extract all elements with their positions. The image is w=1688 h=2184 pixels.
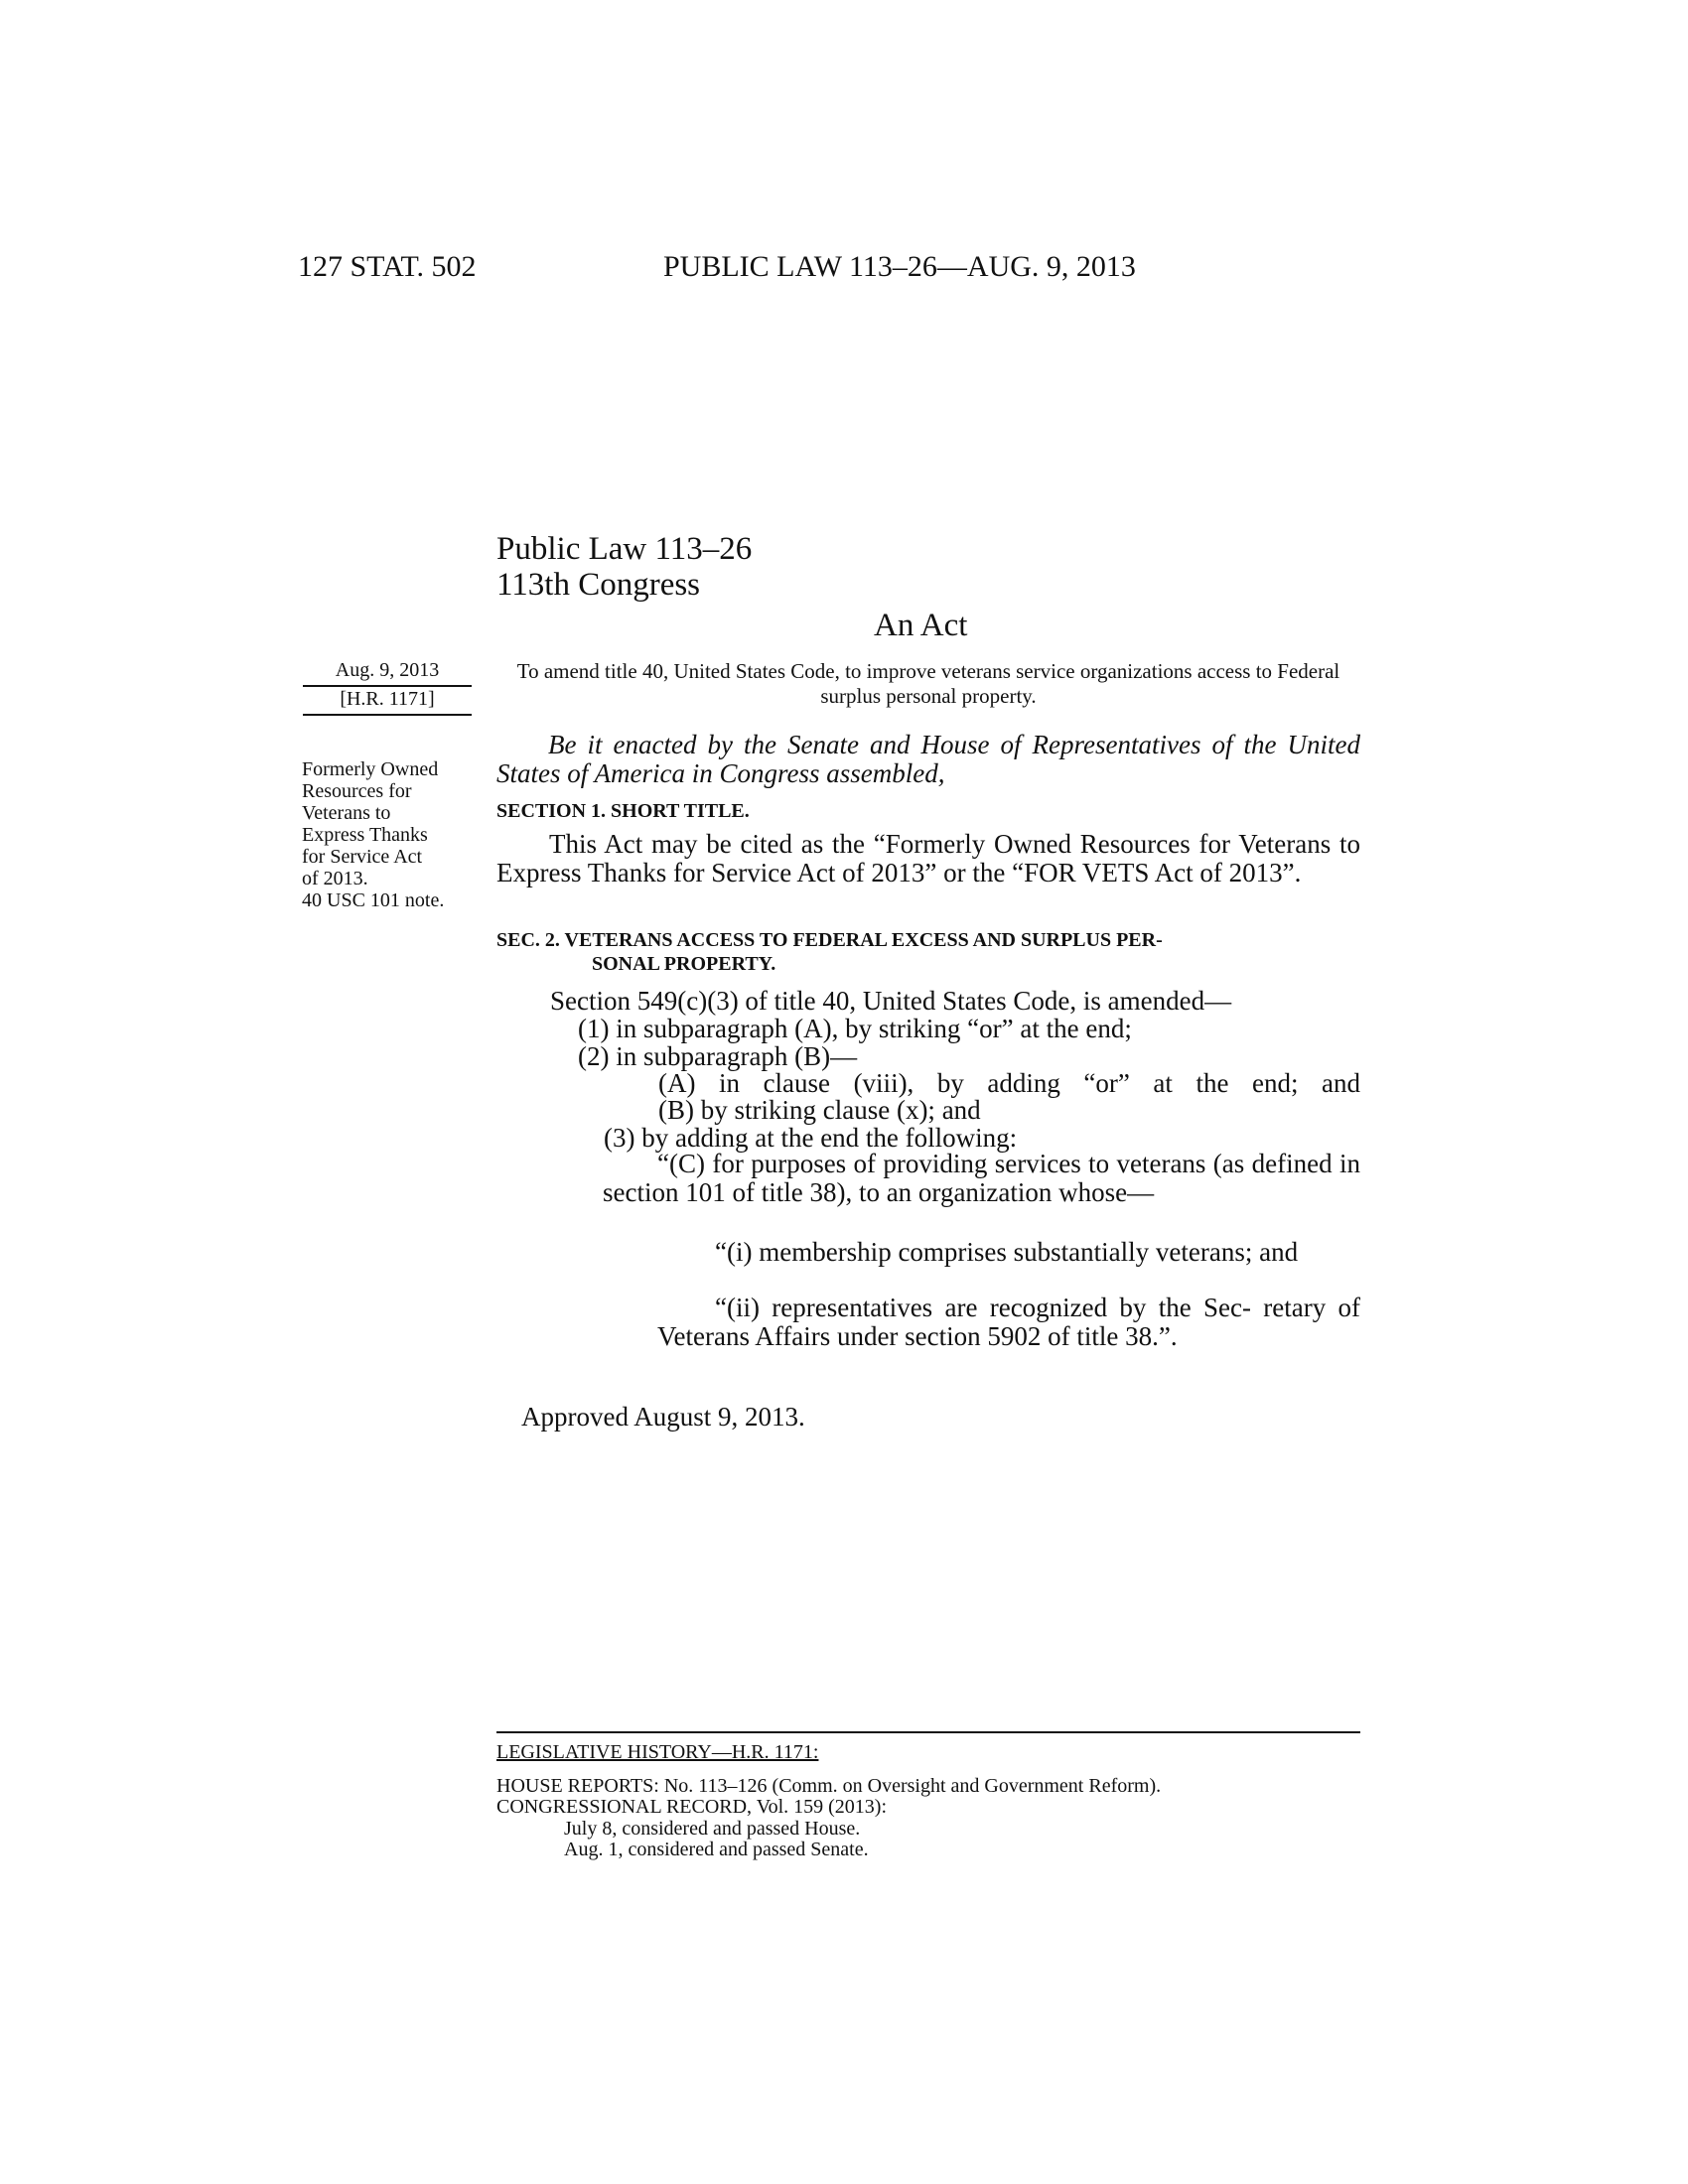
section1-text: This Act may be cited as the “Formerly Owned Resources for Veterans to Express Thanks for Service Act of 2013” or the “FOR VETS Act of 2013”. (496, 829, 1360, 887)
house-reports: HOUSE REPORTS: No. 113–126 (Comm. on Oversight and Government Reform). (496, 1775, 1162, 1797)
margin-short-title-note: Formerly Owned Resources for Veterans to Express Thanks for Service Act of 2013. 40 USC 101 note. (302, 758, 445, 911)
section2-intro: Section 549(c)(3) of title 40, United States Code, is amended— (550, 986, 1232, 1016)
amendment-item-2a: (A) in clause (viii), by adding “or” at the end; and (658, 1068, 1360, 1098)
legislative-history-entry: July 8, considered and passed House. (564, 1818, 861, 1840)
an-act-heading: An Act (874, 608, 968, 643)
congressional-record: CONGRESSIONAL RECORD, Vol. 159 (2013): (496, 1796, 887, 1818)
section1-heading: SECTION 1. SHORT TITLE. (496, 800, 750, 822)
margin-date: Aug. 9, 2013 (335, 659, 440, 681)
law-number: Public Law 113–26 (496, 531, 753, 567)
margin-divider (303, 685, 472, 687)
running-header-title: PUBLIC LAW 113–26—AUG. 9, 2013 (663, 250, 1136, 283)
act-purpose: To amend title 40, United States Code, to improve veterans service organizations access to Federal surplus personal property. (516, 659, 1340, 708)
amendment-item-1: (1) in subparagraph (A), by striking “or” at the end; (578, 1014, 1132, 1043)
congress-number: 113th Congress (496, 567, 701, 603)
footer-rule (496, 1731, 1360, 1733)
inserted-clause-ii: “(ii) representatives are recognized by the Sec- retary of Veterans Affairs under section 5902 of title 38.”. (657, 1293, 1360, 1351)
enacting-clause: Be it enacted by the Senate and House of Representatives of the United States of America in Congress assembled, (496, 730, 1360, 788)
legislative-history-entry: Aug. 1, considered and passed Senate. (564, 1839, 869, 1860)
amendment-item-2b: (B) by striking clause (x); and (658, 1095, 981, 1125)
legislative-history-heading: LEGISLATIVE HISTORY—H.R. 1171: (496, 1741, 819, 1763)
amendment-item-3: (3) by adding at the end the following: (604, 1123, 1018, 1153)
approval-date: Approved August 9, 2013. (521, 1402, 805, 1432)
amendment-item-2: (2) in subparagraph (B)— (578, 1041, 858, 1071)
inserted-subparagraph-c: “(C) for purposes of providing services to veterans (as defined in section 101 of title 38), to an organization whose— (603, 1149, 1360, 1207)
section2-heading-continued: SONAL PROPERTY. (592, 953, 776, 975)
margin-bill-number: [H.R. 1171] (340, 688, 435, 710)
section2-heading: SEC. 2. VETERANS ACCESS TO FEDERAL EXCESS AND SURPLUS PER- (496, 929, 1163, 951)
inserted-clause-i: “(i) membership comprises substantially veterans; and (715, 1237, 1299, 1267)
margin-divider (303, 714, 472, 716)
stat-page-reference: 127 STAT. 502 (298, 250, 477, 283)
